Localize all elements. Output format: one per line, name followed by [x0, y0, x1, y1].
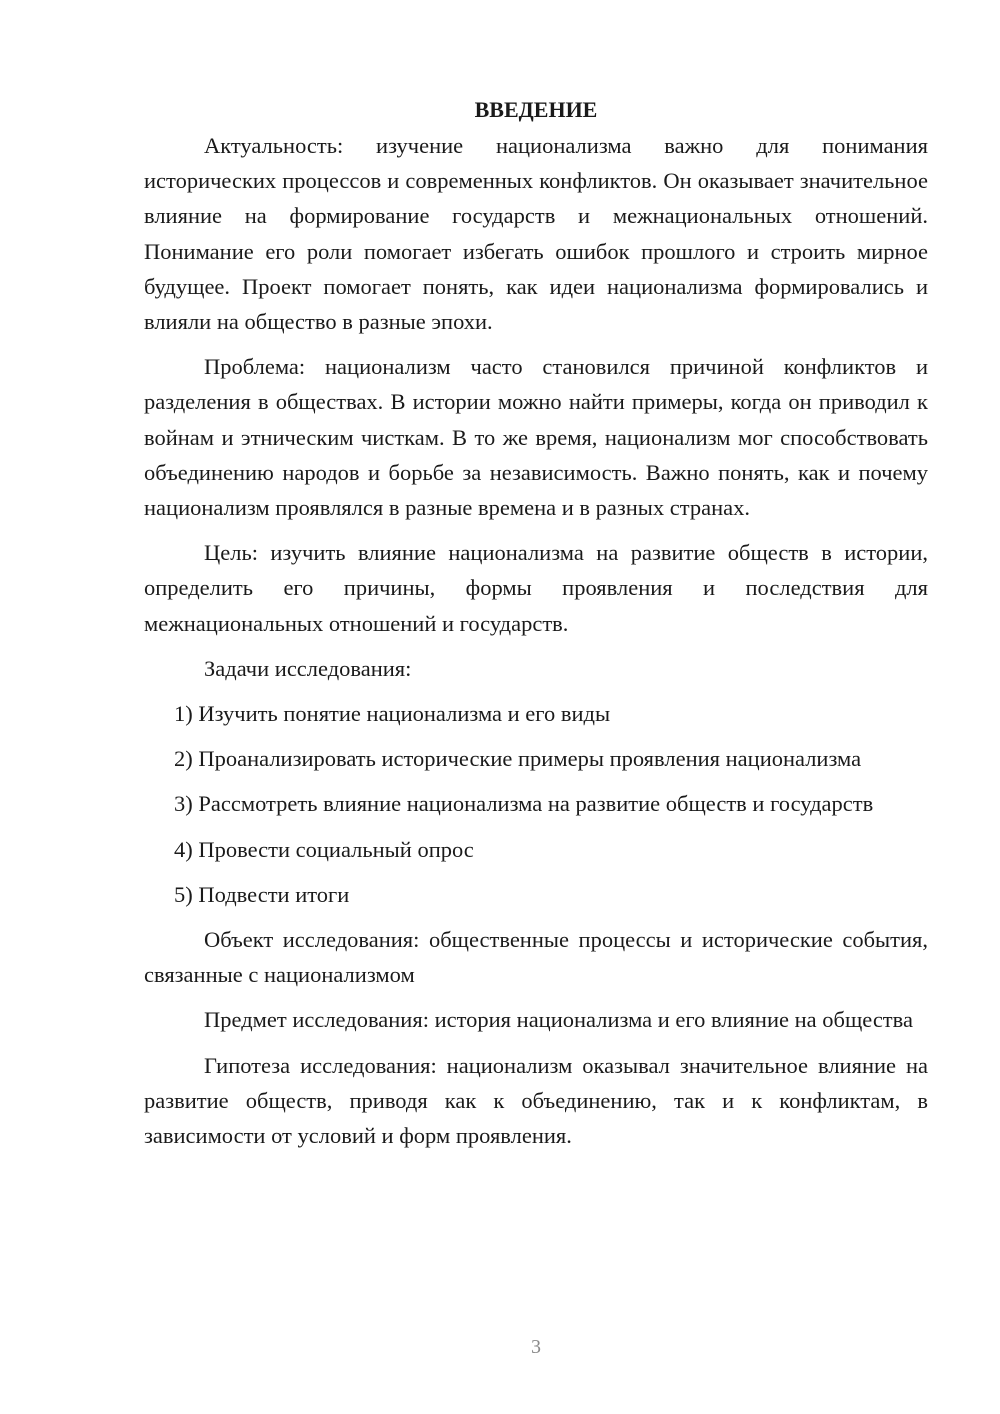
subject-paragraph: Предмет исследования: история национализма и его влияние на общества — [204, 1007, 913, 1033]
relevance-paragraph: Актуальность: изучение национализма важно для понимания исторических процессов и современных конфликтов. Он оказывает значительное влияние на формирование государств и межнациональных отношений. Понимание его роли помогает избегать ошибок прошлого и строить мирное будущее. Проект помогает понять, как идеи национализма формировались и влияли на общество в разные эпохи. — [144, 133, 928, 335]
problem-paragraph: Проблема: национализм часто становился причиной конфликтов и разделения в обществах. В истории можно найти примеры, когда он приводил к войнам и этническим чисткам. В то же время, национализм мог способствовать объединению народов и борьбе за независимость. Важно понять, как и почему национализм проявлялся в разные времена и в разных странах. — [144, 354, 928, 521]
task-item-2: 2) Проанализировать исторические примеры проявления национализма — [174, 746, 862, 772]
task-item-5: 5) Подвести итоги — [174, 881, 350, 907]
task-item-3: 3) Рассмотреть влияние национализма на развитие обществ и государств — [174, 791, 874, 817]
goal-paragraph: Цель: изучить влияние национализма на развитие обществ в истории, определить его причины, формы проявления и последствия для межнациональных отношений и государств. — [144, 540, 928, 636]
hypothesis-paragraph: Гипотеза исследования: национализм оказывал значительное влияние на развитие обществ, приводя как к объединению, так и к конфликтам, в зависимости от условий и форм проявления. — [144, 1052, 928, 1149]
object-paragraph: Объект исследования: общественные процессы и исторические события, связанные с национализмом — [144, 927, 928, 988]
page-title: ВВЕДЕНИЕ — [474, 97, 598, 122]
document-page — [144, 92, 928, 1153]
page-number: 3 — [531, 1336, 541, 1358]
tasks-title: Задачи исследования: — [204, 655, 412, 681]
task-item-4: 4) Провести социальный опрос — [174, 836, 474, 862]
task-item-1: 1) Изучить понятие национализма и его виды — [174, 701, 611, 727]
